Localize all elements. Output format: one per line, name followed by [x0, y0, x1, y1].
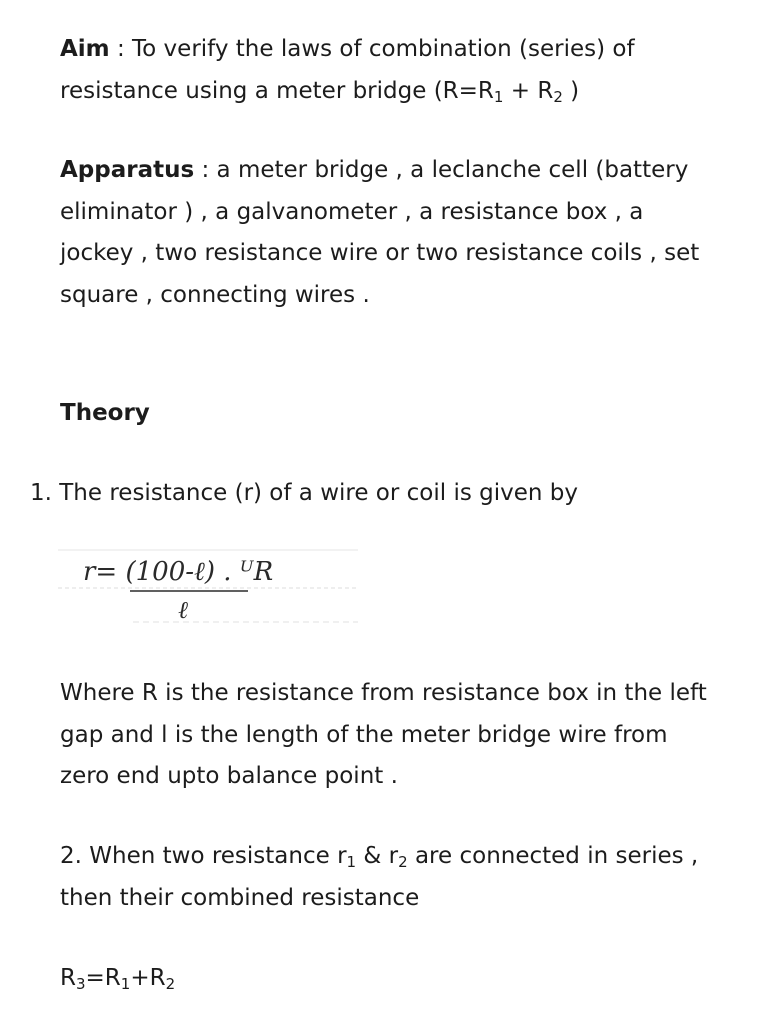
where-paragraph: Where R is the resistance from resistance box in the left gap and l is the length of the meter bridge wire from zero end upto balance point . — [60, 680, 707, 789]
eq-sub-2: 2 — [165, 975, 176, 993]
apparatus-text: : a meter bridge , a leclanche cell (battery eliminator ) , a galvanometer , a resistance box , a jockey , two resistance wire or two resistance coils , set square , connecting wires . — [60, 157, 700, 308]
point-1-paragraph: 1. The resistance (r) of a wire or coil is given by — [30, 480, 578, 506]
point-2-text-c: are connected in series , then their combined resistance — [60, 843, 699, 911]
aim-label: Aim — [60, 36, 110, 62]
aim-sub-2: 2 — [553, 87, 563, 106]
point-2-text-b: & r — [356, 843, 399, 869]
point-2-sub-1: 1 — [346, 853, 357, 871]
point-2-sub-2: 2 — [398, 853, 408, 871]
apparatus-paragraph — [60, 150, 720, 316]
eq-r: R — [60, 965, 76, 991]
eq-sub-3: 3 — [75, 975, 86, 993]
eq-plus-r: +R — [130, 965, 166, 991]
eq-equals-r: =R — [85, 965, 121, 991]
theory-heading: Theory — [60, 400, 150, 426]
apparatus-label: Apparatus — [60, 157, 195, 183]
point-2-paragraph — [60, 836, 720, 919]
aim-text-b: + R — [503, 77, 554, 104]
aim-text-a: : To verify the laws of combination (series) of resistance using a meter bridge (R=R — [60, 36, 635, 104]
aim-text-c: ) — [562, 77, 580, 104]
eq-sub-1: 1 — [120, 975, 131, 993]
formula-denominator: ℓ — [178, 596, 188, 624]
handwritten-formula — [58, 542, 368, 632]
aim-sub-1: 1 — [493, 87, 504, 106]
aim-paragraph — [60, 29, 720, 112]
point-2-text-a: 2. When two resistance r — [60, 843, 347, 869]
series-equation — [60, 958, 720, 1000]
formula-numerator: r= (100-ℓ) . ᵁR — [83, 557, 274, 587]
